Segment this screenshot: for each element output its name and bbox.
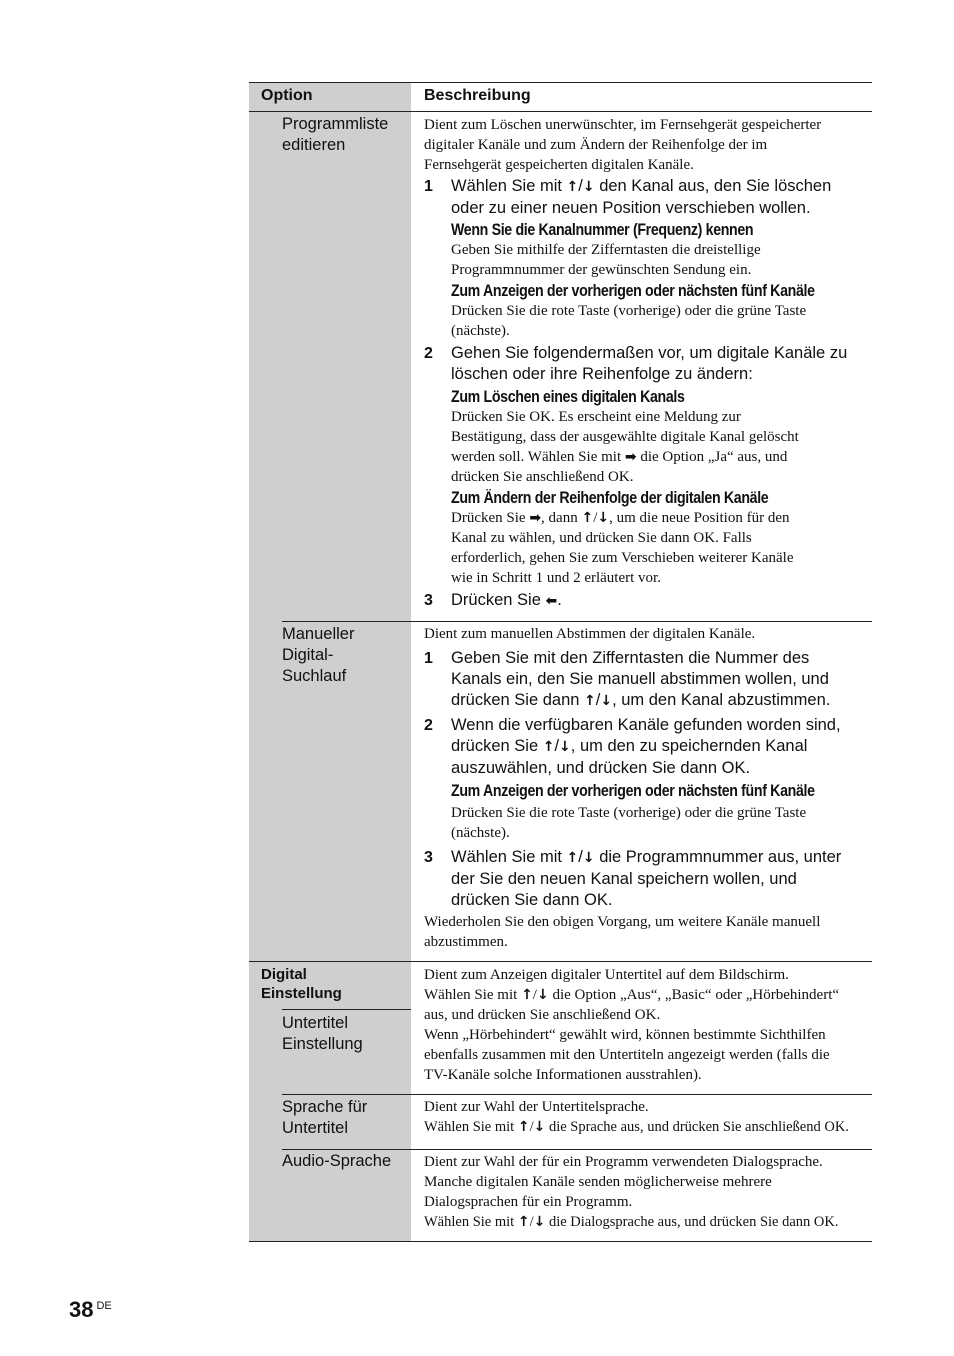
subheading-text: Drücken Sie die rote Taste (vorherige) oder die grüne Taste (nächste).: [451, 303, 807, 339]
subheading: Zum Anzeigen der vorherigen oder nächsten fünf Kanäle: [451, 282, 815, 300]
subheading: Zum Ändern der Reihenfolge der digitalen Kanäle: [451, 489, 769, 507]
right-arrow-icon: ➡: [529, 510, 542, 526]
subheading-text: Drücken Sie ➡, dann ↑/↓, um die neue Position für den Kanal zu wählen, und drücken Sie dann OK. Falls erforderlich, gehen Sie zum Verschieben weiterer Kanäle wie in Schritt 1 und 2 erläutert vor.: [451, 510, 794, 586]
table-bottom-rule: [249, 1241, 872, 1242]
step-number: 3: [424, 849, 433, 866]
up-arrow-icon: ↑: [584, 693, 596, 709]
option-audio-sprache: Audio-Sprache: [282, 1152, 392, 1170]
section-title-digital-einstellung: Digital Einstellung: [261, 966, 342, 1002]
section-divider: [249, 961, 872, 962]
option-programmliste-editieren: Programmliste editieren: [282, 115, 389, 154]
down-arrow-icon: ↓: [536, 987, 549, 1003]
page-language: DE: [96, 1300, 112, 1312]
subheading-text: Drücken Sie die rote Taste (vorherige) oder die grüne Taste (nächste).: [451, 805, 807, 841]
table-top-rule: [249, 82, 872, 83]
row-divider: [282, 1094, 872, 1095]
row2-step1-text: Geben Sie mit den Zifferntasten die Nummer des Kanals ein, den Sie manuell abstimmen wollen, und drücken Sie dann ↑/↓, um den Kanal abzustimmen.: [451, 648, 830, 712]
option-sprache-fuer-untertitel: Sprache für Untertitel: [282, 1098, 368, 1137]
subheading-text: Geben Sie mithilfe der Zifferntasten die dreistellige Programmnummer der gewünschten Sendung ein.: [451, 242, 761, 278]
row2-outro: Wiederholen Sie den obigen Vorgang, um weitere Kanäle manuell abzustimmen.: [424, 914, 821, 950]
down-arrow-icon: ↓: [533, 1214, 546, 1230]
sprache-fuer-untertitel-description: Dient zur Wahl der Untertitelsprache. Wählen Sie mit ↑/↓ die Sprache aus, und drücken Sie anschließend OK.: [424, 1099, 849, 1135]
row1-step2-text: Gehen Sie folgendermaßen vor, um digitale Kanäle zu löschen oder ihre Reihenfolge zu ändern:: [451, 344, 848, 383]
subheading: Zum Löschen eines digitalen Kanals: [451, 388, 685, 406]
step-number: 1: [424, 178, 433, 195]
column-header-description: Beschreibung: [424, 87, 531, 104]
right-arrow-icon: ➡: [624, 449, 637, 465]
subsection-title-rule: [282, 1009, 411, 1010]
row1-step3-text: Drücken Sie ⬅.: [451, 590, 562, 612]
row2-intro: Dient zum manuellen Abstimmen der digitalen Kanäle.: [424, 626, 756, 642]
option-manueller-digital-suchlauf: Manueller Digital- Suchlauf: [282, 625, 355, 685]
up-arrow-icon: ↑: [517, 1119, 530, 1135]
down-arrow-icon: ↓: [533, 1119, 546, 1135]
row2-step3-text: Wählen Sie mit ↑/↓ die Programmnummer aus, unter der Sie den neuen Kanal speichern wollen, und drücken Sie dann OK.: [451, 848, 842, 909]
down-arrow-icon: ↓: [559, 739, 571, 755]
header-bottom-rule: [249, 111, 872, 112]
up-arrow-icon: ↑: [566, 850, 579, 866]
page-number: 38 $^{DE}$: [69, 1297, 112, 1322]
up-arrow-icon: ↑: [521, 987, 533, 1003]
subheading: Wenn Sie die Kanalnummer (Frequenz) kennen: [451, 221, 754, 239]
up-arrow-icon: ↑: [517, 1214, 530, 1230]
subheading: Zum Anzeigen der vorherigen oder nächsten fünf Kanäle: [451, 782, 815, 800]
row2-step2-text: Wenn die verfügbaren Kanäle gefunden worden sind, drücken Sie ↑/↓, um den zu speichernden Kanal auszuwählen, und drücken Sie dann OK.: [451, 716, 841, 777]
step-number: 2: [424, 345, 433, 362]
option-untertitel-einstellung: Untertitel Einstellung: [282, 1014, 363, 1053]
audio-sprache-description: Dient zur Wahl der für ein Programm verwendeten Dialogsprache. Manche digitalen Kanäle senden möglicherweise mehrere Dialogsprachen für ein Programm. Wählen Sie mit ↑/↓ die Dialogsprache aus, und drücken Sie dann OK.: [424, 1154, 839, 1230]
up-arrow-icon: ↑: [566, 179, 579, 195]
column-header-option: Option: [261, 87, 313, 104]
up-arrow-icon: ↑: [581, 510, 594, 526]
left-arrow-icon: ⬅: [545, 593, 558, 609]
row1-step1-text: Wählen Sie mit ↑/↓ den Kanal aus, den Sie löschen oder zu einer neuen Position verschieben wollen.: [451, 177, 832, 217]
subheading-text: Drücken Sie OK. Es erscheint eine Meldung zur Bestätigung, dass der ausgewählte digitale Kanal gelöscht werden soll. Wählen Sie mit ➡ die Option „Ja“ aus, und drücken Sie anschließend OK.: [451, 409, 799, 485]
step-number: 2: [424, 717, 433, 734]
down-arrow-icon: ↓: [582, 850, 595, 866]
row-divider: [282, 1149, 872, 1150]
down-arrow-icon: ↓: [582, 179, 595, 195]
step-number: 1: [424, 650, 433, 667]
step-number: 3: [424, 592, 433, 609]
row1-intro: Dient zum Löschen unerwünschter, im Fernsehgerät gespeicherter digitaler Kanäle und zum Ändern der Reihenfolge der im Fernsehgerät gespeicherten digitalen Kanäle.: [424, 117, 822, 173]
row-divider: [282, 621, 872, 622]
down-arrow-icon: ↓: [597, 510, 610, 526]
untertitel-einstellung-description: Dient zum Anzeigen digitaler Untertitel auf dem Bildschirm. Wählen Sie mit ↑/↓ die Option „Aus“, „Basic“ oder „Hörbehindert“ aus, und drücken Sie anschließend OK. Wenn „Hörbehindert“ gewählt wird, können bestimmte Sichthilfen ebenfalls zusammen mit den Untertiteln angezeigt werden (falls die TV-Kanäle solche Informationen ausstrahlen).: [424, 967, 840, 1083]
down-arrow-icon: ↓: [600, 693, 613, 709]
up-arrow-icon: ↑: [542, 739, 555, 755]
